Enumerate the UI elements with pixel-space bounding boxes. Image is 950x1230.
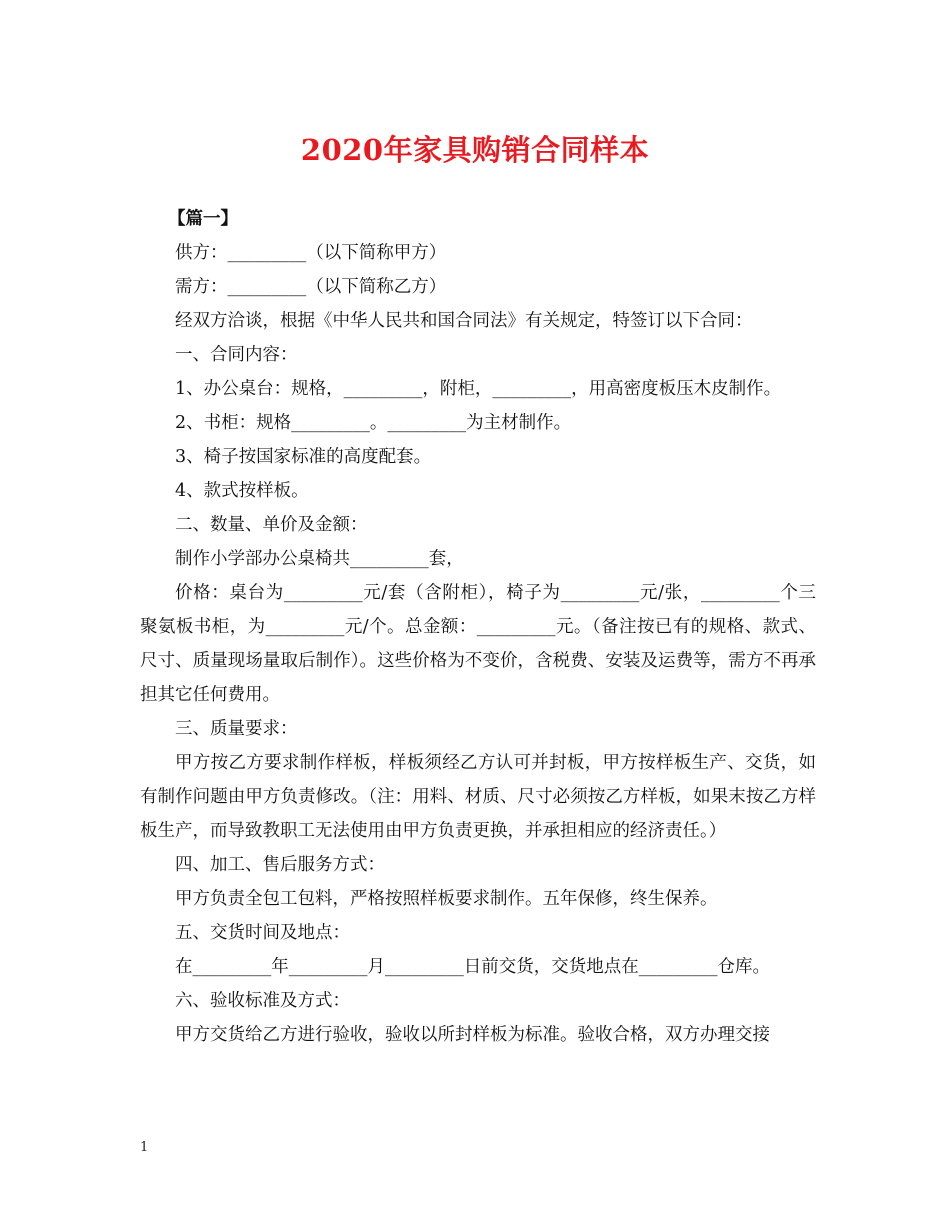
heading-quantity-price: 二、数量、单价及金额： bbox=[175, 515, 368, 535]
supplier-line: 供方：_________（以下简称甲方） bbox=[175, 243, 447, 263]
quantity-line: 制作小学部办公桌椅共_________套， bbox=[175, 549, 464, 569]
item-bookcase: 2、书柜：规格_________。_________为主材制作。 bbox=[175, 413, 572, 433]
item-style: 4、款式按样板。 bbox=[175, 481, 309, 501]
preamble: 经双方洽谈，根据《中华人民共和国合同法》有关规定，特签订以下合同： bbox=[175, 311, 753, 331]
document-title: 2020年家具购销合同样本 bbox=[300, 133, 650, 167]
price-paragraph: 价格：桌台为_________元/套（含附柜），椅子为_________元/张，_________个三聚氨板书柜，为_________元/个。总金额：_________元。（备注按已有的规格、款式、尺寸、质量现场量取后制作）。这些价格为不变价，含税费、安装及运费等，需方不再承担其它任何费用。 bbox=[140, 583, 816, 705]
document-body bbox=[140, 202, 816, 1052]
page-number: 1 bbox=[140, 1140, 149, 1155]
item-chairs: 3、椅子按国家标准的高度配套。 bbox=[175, 447, 432, 467]
buyer-line: 需方：_________（以下简称乙方） bbox=[175, 277, 447, 297]
heading-service: 四、加工、售后服务方式： bbox=[175, 855, 385, 875]
quality-paragraph: 甲方按乙方要求制作样板，样板须经乙方认可并封板，甲方按样板生产、交货，如有制作问题由甲方负责修改。（注：用料、材质、尺寸必须按乙方样板，如果末按乙方样板生产，而导致教职工无法使用由甲方负责更换，并承担相应的经济责任。） bbox=[140, 753, 816, 841]
item-office-desk: 1、办公桌台：规格，_________，附柜，_________，用高密度板压木皮制作。 bbox=[175, 379, 782, 399]
heading-quality: 三、质量要求： bbox=[175, 719, 298, 739]
section-heading-part-one: 【篇一】 bbox=[168, 209, 238, 229]
delivery-paragraph: 在_________年_________月_________日前交货，交货地点在_________仓库。 bbox=[175, 957, 770, 977]
service-paragraph: 甲方负责全包工包料，严格按照样板要求制作。五年保修，终生保养。 bbox=[175, 889, 718, 909]
heading-delivery: 五、交货时间及地点： bbox=[175, 923, 350, 943]
heading-acceptance: 六、验收标准及方式： bbox=[175, 991, 350, 1011]
heading-contract-content: 一、合同内容： bbox=[175, 345, 298, 365]
acceptance-paragraph: 甲方交货给乙方进行验收，验收以所封样板为标准。验收合格，双方办理交接 bbox=[175, 1025, 770, 1045]
